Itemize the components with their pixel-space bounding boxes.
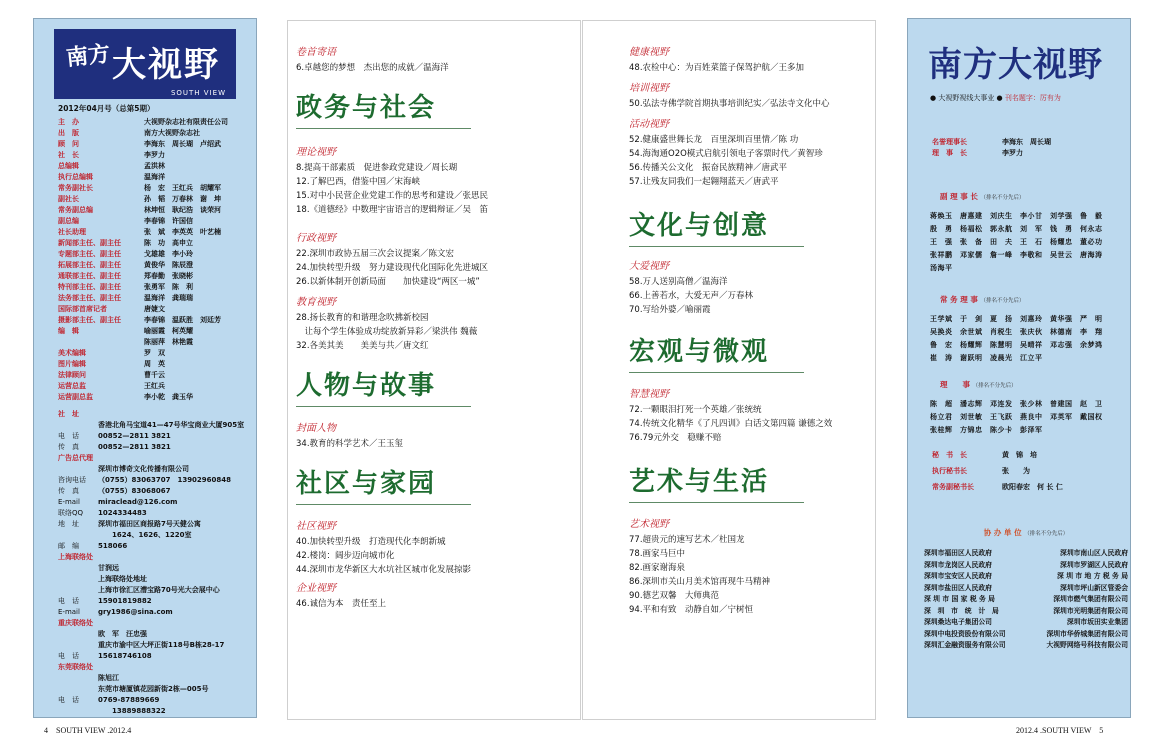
row-label: 顾 问 — [58, 140, 79, 148]
org-name: 深圳市罗湖区人民政府 — [1060, 560, 1128, 569]
masthead-row — [58, 238, 254, 249]
row-value: 戈雄雄 李小玲 — [144, 250, 193, 258]
row-label — [58, 563, 98, 574]
org-name: 深圳市盐田区人民政府 — [924, 583, 992, 592]
group-title: 常 务 理 事 — [940, 295, 978, 304]
org-name: 深圳市坂田实业集团 — [1066, 618, 1128, 626]
name-row: 张桂辉 方锦忠 陈少卡 彭泽军 — [930, 426, 1043, 434]
row-value: 王红兵 — [144, 382, 165, 390]
org-name: 大视野网络号科技有限公司 — [1046, 641, 1128, 649]
org-row — [924, 548, 1128, 560]
masthead-row — [58, 684, 254, 695]
row-value: 南方大视野杂志社 — [144, 129, 200, 137]
left-masthead-page — [33, 18, 257, 718]
org-row — [924, 606, 1128, 618]
toc-item: 8.提高干部素质 促进参政党建设／周长瑚 — [296, 163, 458, 173]
toc-item: 50.弘法寺佛学院首期执事培训纪实／弘法寺文化中心 — [629, 99, 830, 109]
directors — [930, 379, 1130, 437]
row-label: 常务副总编 — [58, 206, 93, 214]
row-label: 电 话 — [58, 652, 79, 660]
toc-item: 22.深圳市政协五届三次会议提案／陈文宏 — [296, 249, 455, 259]
masthead-row — [58, 486, 254, 497]
row-value: 温海洋 龚瑞瑞 — [144, 294, 193, 302]
right-page-footer: 2012.4 .SOUTH VIEW 5 — [1016, 726, 1104, 735]
row-label — [58, 640, 98, 651]
masthead-row — [58, 563, 254, 574]
toc-item: 77.超贵元的速写艺术／杜国龙 — [629, 535, 745, 545]
row-label — [58, 717, 98, 718]
row-label: 图片编辑 — [58, 360, 86, 368]
row-value: 罗 双 — [144, 349, 165, 357]
row-label: 美术编辑 — [58, 349, 86, 357]
org-name: 深圳市坪山新区管委会 — [1060, 583, 1128, 592]
row-label: 邮 编 — [58, 542, 79, 550]
row-label: 常务副秘书长 — [932, 483, 974, 491]
name-row: 王 强 张 备 田 夫 王 石 杨耀忠 董必功 — [930, 238, 1103, 246]
row-label: 执行秘书长 — [932, 467, 967, 475]
row-label: 总编辑 — [58, 162, 79, 170]
toc-item: 72.一颗眼泪打死一个英雄／张统统 — [629, 405, 762, 415]
masthead-row — [58, 348, 254, 359]
category-title: 艺术与生活 — [629, 461, 804, 503]
co-organizers — [924, 527, 1128, 652]
org-name: 深圳桑达电子集团公司 — [924, 618, 992, 626]
toc-item: 78.画家马巨中 — [629, 549, 686, 559]
toc-item: 48.农检中心：为百姓菜篮子保驾护航／王多加 — [629, 63, 805, 73]
org-row — [924, 640, 1128, 652]
toc-item: 42.楼岗：阔步迈向城市化 — [296, 551, 395, 561]
row-label: 名誉理事长 — [932, 138, 967, 146]
org-row — [924, 617, 1128, 629]
section-heading: 智慧视野 — [629, 389, 669, 400]
executive-directors — [930, 294, 1130, 365]
masthead-row — [58, 172, 254, 183]
masthead-list — [58, 117, 254, 403]
row-label — [58, 673, 98, 684]
section-heading: 活动视野 — [629, 119, 669, 130]
row-value: 重庆市渝中区大坪正街118号B栋28-17 — [98, 641, 225, 649]
toc-item: 32.各美其美 美美与共／唐文红 — [296, 341, 429, 351]
group-title: 理 事 — [940, 380, 970, 389]
row-label: 新闻部主任、副主任 — [58, 239, 121, 247]
row-value: 孟洪林 — [144, 162, 165, 170]
left-page-footer: 4 SOUTH VIEW .2012.4 — [44, 726, 132, 735]
masthead-row — [58, 717, 254, 718]
name-row: 殷 勇 杨福松 郭永航 刘 军 钱 勇 何永志 — [930, 225, 1103, 233]
row-label: 电 话 — [58, 597, 79, 605]
section-heading: 艺术视野 — [629, 519, 669, 530]
row-value: 郑春勤 张晓彬 — [144, 272, 193, 280]
row-label: 理 事 长 — [932, 149, 967, 157]
row-value: 大视野杂志社有限责任公司 — [144, 118, 228, 126]
org-name: 深圳市华侨城集团有限公司 — [1046, 629, 1128, 638]
row-label: 主 办 — [58, 118, 79, 126]
masthead-row — [58, 139, 254, 150]
masthead-row — [58, 370, 254, 381]
org-name: 深圳市宝安区人民政府 — [924, 572, 992, 580]
toc-item: 40.加快转型升级 打造现代化李朗新城 — [296, 537, 446, 547]
row-label: E-mail — [58, 608, 80, 616]
row-value: 张 为 — [1002, 467, 1030, 475]
masthead-row — [58, 216, 254, 227]
masthead-row — [58, 249, 254, 260]
row-value: 1624、1626、1220室 — [98, 531, 192, 539]
row-value: （0755）83063707 13902960848 — [98, 476, 232, 484]
row-label: 传 真 — [58, 443, 79, 451]
masthead-row — [58, 409, 254, 420]
section-heading: 大爱视野 — [629, 261, 669, 272]
org-name: 深圳市龙岗区人民政府 — [924, 560, 992, 569]
masthead-row — [58, 508, 254, 519]
row-value: 唐婕文 — [144, 305, 165, 313]
name-row: 汤海平 — [930, 264, 953, 272]
toc-item: 54.海淘通O2O模式启航引领电子客票时代／黄智珍 — [629, 149, 823, 159]
section-heading: 健康视野 — [629, 47, 669, 58]
row-label: 电 话 — [58, 432, 79, 440]
row-label: 国际部首席记者 — [58, 305, 107, 313]
org-row — [924, 583, 1128, 595]
group-note: （排名不分先后） — [980, 298, 1025, 304]
row-label: 运营副总监 — [58, 393, 93, 401]
org-name: 深圳中电投资股份有限公司 — [924, 629, 1006, 638]
org-row — [924, 594, 1128, 606]
row-label: 执行总编辑 — [58, 173, 93, 181]
toc-item: 24.加快转型升级 努力建设现代化国际化先进城区 — [296, 263, 489, 273]
masthead-row — [58, 117, 254, 128]
toc-item: 66.上善若水，大爱无声／万春林 — [629, 291, 754, 301]
row-label: 秘 书 长 — [932, 451, 967, 459]
group-title: 副 理 事 长 — [940, 192, 978, 201]
row-value: 欧阳春宏 何 长 仁 — [1002, 483, 1063, 491]
row-value: 00852—2811 3821 — [98, 443, 171, 451]
row-value: 甘润远 — [98, 564, 119, 572]
row-label: 出 版 — [58, 129, 79, 137]
row-value: 李罗力 — [144, 151, 165, 159]
masthead-row — [932, 137, 1128, 148]
toc-item: 76.79元外交 稳赚不赔 — [629, 433, 722, 443]
masthead-row — [58, 453, 254, 464]
row-value: 张勇军 陈 利 — [144, 283, 193, 291]
row-label: 东莞联络处 — [58, 663, 93, 671]
row-label: 广告总代理 — [58, 454, 93, 462]
row-value: 李海东 周长瑚 — [1002, 138, 1051, 146]
row-value: miraclead@126.com — [98, 498, 178, 506]
masthead-row — [58, 194, 254, 205]
masthead-row — [58, 359, 254, 370]
row-value: 林坤恒 耿纪浩 谈荣河 — [144, 206, 221, 214]
row-label: 社 址 — [58, 410, 79, 418]
row-value: 曹千云 — [144, 371, 165, 379]
row-label — [58, 464, 98, 475]
tagline-calligraphy: 刊名题字：厉有为 — [1004, 94, 1061, 102]
row-value: 黄 锦 培 — [1002, 451, 1037, 459]
name-row: 崔 涛 谢跃明 凌晨光 江立平 — [930, 354, 1043, 362]
toc-item: 6.卓越您的梦想 杰出您的成就／温海洋 — [296, 63, 449, 73]
row-value: 孙 韬 万春林 谢 坤 — [144, 195, 221, 203]
section-heading: 封面人物 — [296, 423, 336, 434]
toc-item: 74.传统文化精华《了凡四训》白话文第四篇 谦德之效 — [629, 419, 833, 429]
toc-page-right — [582, 20, 876, 720]
org-name: 深 圳 市 统 计 局 — [924, 606, 999, 615]
row-value: 东莞市塘厦镇花园新街2栋—005号 — [98, 685, 209, 693]
row-label: 编 辑 — [58, 327, 79, 335]
category-title: 人物与故事 — [296, 365, 471, 407]
logo-small-text: 南方 — [64, 40, 112, 72]
secretaries — [932, 447, 1128, 495]
masthead-row — [58, 497, 254, 508]
masthead-row — [58, 629, 254, 640]
row-value: 上海联络处地址 — [98, 575, 147, 583]
tagline — [930, 93, 1061, 103]
masthead-row — [58, 651, 254, 662]
masthead-row — [58, 706, 254, 717]
group-note: （排名不分先后） — [972, 383, 1017, 389]
row-value: 上海市徐汇区漕宝路70号光大会展中心 — [98, 586, 220, 594]
row-value: 李小乾 龚玉华 — [144, 393, 193, 401]
row-value: 深圳市福田区商报路7号天健公寓 — [98, 520, 201, 528]
masthead-row — [58, 464, 254, 475]
toc-item: 94.平和有致 动静自如／宁树恒 — [629, 605, 754, 615]
masthead-row — [58, 530, 254, 541]
section-heading: 行政视野 — [296, 233, 336, 244]
row-value: 陈旭江 — [98, 674, 119, 682]
name-row: 鲁 宏 杨耀辉 陈慧明 吴晴祥 邓志强 余梦鸿 — [930, 341, 1103, 349]
org-name: 深圳市燃气集团有限公司 — [1053, 595, 1128, 603]
category-title: 社区与家园 — [296, 463, 471, 505]
section-heading: 理论视野 — [296, 147, 336, 158]
row-value: 周 英 — [144, 360, 165, 368]
masthead-row — [58, 618, 254, 629]
masthead-row — [58, 293, 254, 304]
row-value: 李春锦 许国信 — [144, 217, 193, 225]
masthead-row — [932, 463, 1128, 479]
org-name: 深圳市光明集团有限公司 — [1053, 606, 1128, 615]
section-heading: 培训视野 — [629, 83, 669, 94]
toc-item: 90.德艺双馨 大师典范 — [629, 591, 720, 601]
masthead-row — [932, 479, 1128, 495]
row-value: gry1986@sina.com — [98, 608, 173, 616]
category-title: 宏观与微观 — [629, 331, 804, 373]
masthead-row — [58, 662, 254, 673]
toc-item: 让每个学生体验成功绽放新异彩／梁洪伟 魏薇 — [296, 327, 478, 337]
row-label: 副总编 — [58, 217, 79, 225]
masthead-row — [58, 640, 254, 651]
row-value: 温海洋 — [144, 173, 165, 181]
masthead-row — [58, 519, 254, 530]
org-row — [924, 571, 1128, 583]
row-value: 15901819882 — [98, 597, 152, 605]
toc-item: 52.健康盛世舞长龙 百里深圳百里情／陈 功 — [629, 135, 799, 145]
row-value: 香港北角马宝道41—47号华宝商业大厦905室 — [98, 421, 245, 429]
section-heading: 社区视野 — [296, 521, 336, 532]
row-label: 通联部主任、副主任 — [58, 272, 121, 280]
row-label: 社长助理 — [58, 228, 86, 236]
row-value: （0755）83068067 — [98, 487, 171, 495]
masthead-row — [58, 541, 254, 552]
masthead-row — [58, 326, 254, 337]
row-value: 1024334483 — [98, 509, 147, 517]
name-row: 杨立君 刘世敏 王飞跃 燕良中 邓英军 戴国权 — [930, 413, 1103, 421]
masthead-row — [58, 673, 254, 684]
masthead-row — [58, 431, 254, 442]
masthead-row — [58, 161, 254, 172]
masthead-row — [58, 596, 254, 607]
row-value: 李海东 周长瑚 卢绍武 — [144, 140, 221, 148]
row-label: 电 话 — [58, 696, 79, 704]
toc-item: 56.传播关公文化 振奋民族精神／唐武平 — [629, 163, 788, 173]
masthead-row — [58, 381, 254, 392]
row-label: 上海联络处 — [58, 553, 93, 561]
masthead-row — [58, 227, 254, 238]
group-title: 协 办 单 位 — [983, 528, 1022, 537]
row-value: 0769-87889669 — [98, 696, 160, 704]
masthead-row — [58, 271, 254, 282]
org-row — [924, 629, 1128, 641]
row-label: 特刊部主任、副主任 — [58, 283, 121, 291]
org-name: 深圳汇金融资服务有限公司 — [924, 641, 1006, 649]
masthead-row — [58, 552, 254, 563]
group-note: （排名不分先后） — [1024, 531, 1069, 537]
masthead-row — [932, 447, 1128, 463]
masthead-row — [58, 304, 254, 315]
category-title: 文化与创意 — [629, 205, 804, 247]
masthead-row — [932, 148, 1128, 159]
magazine-logo: 南方大视野 — [928, 45, 1103, 85]
toc-item: 28.扬长教育的和谐理念吹拂新校园 — [296, 313, 429, 323]
name-row: 王学斌 于 剑 夏 扬 刘惠玲 黄华强 严 明 — [930, 315, 1103, 323]
toc-item: 15.对中小民营企业党建工作的思考和建设／张思民 — [296, 191, 489, 201]
name-row: 吴换炎 余世斌 肖税生 张庆伙 林德南 李 翔 — [930, 328, 1103, 336]
masthead-row — [58, 315, 254, 326]
masthead-row — [58, 607, 254, 618]
row-label: 传 真 — [58, 487, 79, 495]
toc-item: 26.以新体制开创新局面 加快建设“两区一城” — [296, 277, 480, 287]
masthead-row — [58, 574, 254, 585]
row-label — [58, 629, 98, 640]
tagline-text: ● 大视野视线大事业 ● — [930, 94, 1003, 102]
name-row: 张祥鹏 邓家儒 詹一峰 李敬和 吴世云 唐海涛 — [930, 251, 1103, 259]
issue-number: 2012年04月号（总第5期） — [58, 104, 155, 113]
masthead-row — [58, 442, 254, 453]
row-value: 陈丽萍 林艳霞 — [144, 338, 193, 346]
logo-subtitle: SOUTH VIEW — [170, 89, 226, 97]
right-board-page — [907, 18, 1131, 718]
row-value: 李罗力 — [1002, 149, 1023, 157]
masthead-row — [58, 183, 254, 194]
masthead-row — [58, 420, 254, 431]
toc-item: 44.深圳市龙华新区大水坑社区城市化发展掠影 — [296, 565, 472, 575]
row-value: 杨 宏 王红兵 胡耀军 — [144, 184, 221, 192]
masthead-row — [58, 585, 254, 596]
masthead-row — [58, 150, 254, 161]
section-heading: 卷首寄语 — [296, 47, 336, 58]
row-label: 专题部主任、副主任 — [58, 250, 121, 258]
masthead-row — [58, 695, 254, 706]
row-label: 副社长 — [58, 195, 79, 203]
toc-item: 58.万人送别高僧／温海洋 — [629, 277, 728, 287]
toc-item: 70.写给外婆／喻丽霞 — [629, 305, 711, 315]
org-name: 深 圳 市 地 方 税 务 局 — [1057, 572, 1128, 580]
row-value: 15618746108 — [98, 652, 152, 660]
masthead-row — [58, 282, 254, 293]
row-label: 法律顾问 — [58, 371, 86, 379]
row-label: 摄影部主任、副主任 — [58, 316, 121, 324]
logo-big-text: 大视野 — [112, 45, 220, 85]
row-value: 518066 — [98, 542, 128, 550]
row-value: 00852—2811 3821 — [98, 432, 171, 440]
toc-item: 46.诚信为本 责任至上 — [296, 599, 387, 609]
magazine-logo — [54, 29, 236, 99]
section-heading: 企业视野 — [296, 583, 336, 594]
toc-item: 82.画家谢海泉 — [629, 563, 686, 573]
toc-item: 86.深圳市关山月美术馆再现牛马精神 — [629, 577, 771, 587]
org-row — [924, 560, 1128, 572]
toc-item: 18.《道德经》中数理宇宙语言的逻辑辩证／吴 笛 — [296, 205, 489, 215]
org-name: 深圳市南山区人民政府 — [1060, 549, 1128, 557]
group-note: （排名不分先后） — [980, 195, 1025, 201]
toc-item: 12.了解巴西，借鉴中国／宋海峡 — [296, 177, 421, 187]
row-label: 拓展部主任、副主任 — [58, 261, 121, 269]
contact-list — [58, 409, 254, 718]
row-label: 地 址 — [58, 520, 79, 528]
org-name: 深圳市福田区人民政府 — [924, 549, 992, 557]
name-row: 蒋焕玉 唐惠建 刘庆生 李小甘 刘学强 鲁 毅 — [930, 212, 1103, 220]
masthead-row — [58, 205, 254, 216]
row-value: 喻丽霞 柯英耀 — [144, 327, 193, 335]
name-row: 陈 超 潘志辉 邓连发 张少林 曾建国 赵 卫 — [930, 400, 1103, 408]
honorary-board — [932, 137, 1128, 159]
row-label — [58, 585, 98, 596]
row-value: 张 斌 李英英 叶艺楠 — [144, 228, 221, 236]
row-label: 联络QQ — [58, 509, 84, 517]
row-label: 运营总监 — [58, 382, 86, 390]
row-label — [58, 420, 98, 431]
row-value: 李春锦 温跃胜 刘廷芳 — [144, 316, 221, 324]
masthead-row — [58, 392, 254, 403]
row-label: 咨询电话 — [58, 476, 86, 484]
row-label — [58, 337, 144, 348]
row-value: 黄俊华 陈辰澄 — [144, 261, 193, 269]
toc-page-left — [287, 20, 581, 720]
row-value: 13889888322 — [98, 707, 166, 715]
masthead-row — [58, 337, 254, 348]
masthead-row — [58, 128, 254, 139]
row-value — [98, 717, 171, 718]
masthead-row — [58, 260, 254, 271]
row-label: 法务部主任、副主任 — [58, 294, 121, 302]
row-value: 陈 功 高申立 — [144, 239, 193, 247]
row-label: 重庆联络处 — [58, 619, 93, 627]
row-label: 常务副社长 — [58, 184, 93, 192]
category-title: 政务与社会 — [296, 87, 471, 129]
toc-item: 34.教育的科学艺术／王玉玺 — [296, 439, 404, 449]
vice-chairmen — [930, 191, 1130, 275]
row-label — [58, 706, 98, 717]
row-label: E-mail — [58, 498, 80, 506]
row-value: 欧 军 汪忠强 — [98, 630, 147, 638]
masthead-row — [58, 475, 254, 486]
row-label — [58, 684, 98, 695]
row-value: 深圳市博奇文化传播有限公司 — [98, 465, 189, 473]
org-name: 深 圳 市 国 家 税 务 局 — [924, 595, 995, 603]
section-heading: 教育视野 — [296, 297, 336, 308]
row-label — [58, 574, 98, 585]
row-label: 社 长 — [58, 151, 79, 159]
toc-item: 57.让残友同我们一起翱翔蓝天／唐武平 — [629, 177, 779, 187]
row-label — [58, 530, 98, 541]
